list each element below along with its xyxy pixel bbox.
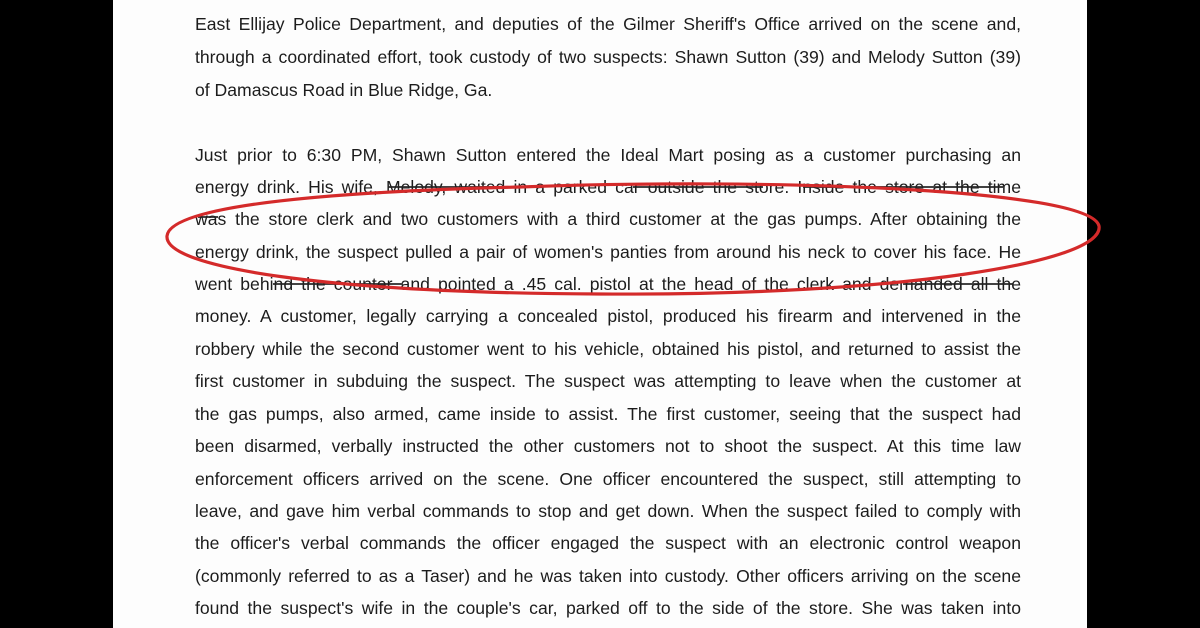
strike-mark — [633, 186, 763, 188]
text-line: went behind the counter and pointed a .45 cal. pistol at the head of the clerk and demanded all the — [195, 274, 1021, 294]
text-line: (commonly referred to as a Taser) and he was taken into custody. Other officers arriving on the scene — [195, 566, 1021, 586]
text-line: the officer's verbal commands the officer engaged the suspect with an electronic control weapon — [195, 533, 1021, 553]
text-line: enforcement officers arrived on the scene. One officer encountered the suspect, still attempting to — [195, 469, 1021, 489]
strike-mark — [903, 283, 1013, 285]
text-line: Just prior to 6:30 PM, Shawn Sutton entered the Ideal Mart posing as a customer purchasing an — [195, 145, 1021, 165]
strike-mark — [803, 186, 1003, 188]
text-line: was the store clerk and two customers with a third customer at the gas pumps. After obtaining the — [195, 209, 1021, 229]
text-line: found the suspect's wife in the couple's car, parked off to the side of the store. She was taken into — [195, 598, 1021, 618]
strike-mark — [388, 186, 498, 188]
text-line: of Damascus Road in Blue Ridge, Ga. — [195, 80, 493, 100]
text-line: robbery while the second customer went to his vehicle, obtained his pistol, and returned to assist the — [195, 339, 1021, 359]
text-line: through a coordinated effort, took custody of two suspects: Shawn Sutton (39) and Melody Sutton (39) — [195, 47, 1021, 67]
text-line: been disarmed, verbally instructed the other customers not to shoot the suspect. At this time law — [195, 436, 1021, 456]
text-line: energy drink. His wife, Melody, waited in a parked car outside the store. Inside the store at the time — [195, 177, 1021, 197]
text-line: East Ellijay Police Department, and deputies of the Gilmer Sheriff's Office arrived on the scene and, — [195, 14, 1021, 34]
strike-mark — [273, 283, 403, 285]
text-line: the gas pumps, also armed, came inside to assist. The first customer, seeing that the suspect had — [195, 404, 1021, 424]
text-line: first customer in subduing the suspect. The suspect was attempting to leave when the customer at — [195, 371, 1021, 391]
text-line: money. A customer, legally carrying a concealed pistol, produced his firearm and intervened in the — [195, 306, 1021, 326]
document-page — [113, 0, 1087, 628]
text-line: energy drink, the suspect pulled a pair of women's panties from around his neck to cover his face. He — [195, 242, 1021, 262]
text-line: leave, and gave him verbal commands to stop and get down. When the suspect failed to comply with — [195, 501, 1021, 521]
strike-mark — [198, 216, 218, 218]
